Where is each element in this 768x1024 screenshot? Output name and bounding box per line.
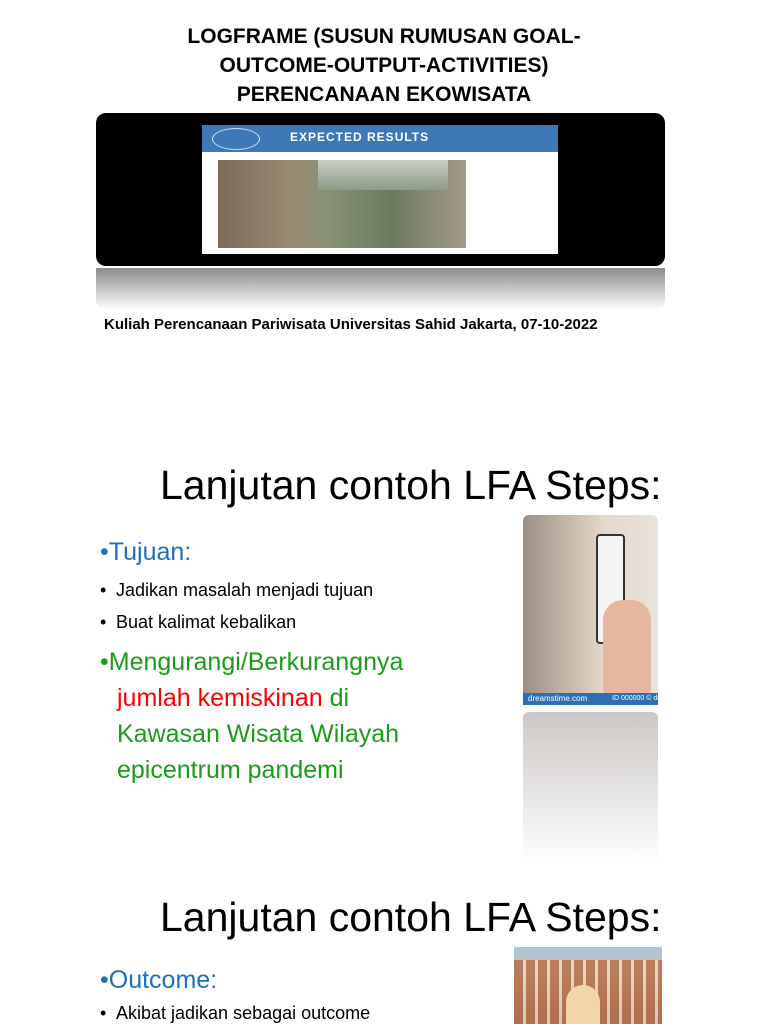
slide1-title-line2: OUTCOME-OUTPUT-ACTIVITIES) <box>219 54 549 77</box>
highlight-part1: Mengurangi/Berkurangnya <box>108 648 404 676</box>
slide2-item-1-text: Jadikan masalah menjadi tujuan <box>116 580 374 600</box>
organization-logo-icon <box>212 128 260 150</box>
field-photo-landscape <box>318 160 448 190</box>
slide1-title-line1: LOGFRAME (SUSUN RUMUSAN GOAL- <box>187 25 581 48</box>
slide2-title: Lanjutan contoh LFA Steps: <box>160 462 662 508</box>
slide1-footer: Kuliah Perencanaan Pariwisata Universitas Sahid Jakarta, 07-10-2022 <box>104 316 598 333</box>
bullet-icon: • <box>100 966 109 994</box>
slide3-item-1-text: Akibat jadikan sebagai outcome <box>116 1003 371 1023</box>
highlight-part2: di <box>322 684 350 712</box>
slide2-item-2 <box>100 612 296 633</box>
bullet-icon: • <box>100 580 107 600</box>
highlight-line4: epicentrum pandemi <box>117 756 344 784</box>
slide2-heading-text: Tujuan: <box>108 538 192 566</box>
bullet-icon: • <box>100 612 107 632</box>
slide1-banner-reflection <box>96 268 665 310</box>
slide1-title <box>84 22 684 109</box>
slide1-title-line3: PERENCANAAN EKOWISATA <box>236 83 532 106</box>
bullet-icon: • <box>100 1003 107 1023</box>
slide3-heading <box>100 966 217 995</box>
slide2-highlight-statement <box>100 644 500 788</box>
expected-results-header: EXPECTED RESULTS <box>290 130 430 144</box>
slide3-title: Lanjutan contoh LFA Steps: <box>160 894 662 940</box>
photo-caption-right: ID 000000 © dreamstime <box>612 695 690 702</box>
slide2-item-2-text: Buat kalimat kebalikan <box>116 612 297 632</box>
bullet-icon: • <box>100 538 109 566</box>
hand-icon <box>603 600 651 696</box>
smartphone-photo-reflection <box>523 712 658 864</box>
tourist-figure <box>566 985 600 1024</box>
slide3-item-1 <box>100 1003 370 1024</box>
highlight-line3: Kawasan Wisata Wilayah <box>117 720 400 748</box>
slide2-heading <box>100 538 191 567</box>
photo-caption-left: dreamstime.com <box>528 694 588 703</box>
highlight-red-text: jumlah kemiskinan <box>117 684 323 712</box>
slide2-item-1 <box>100 580 373 601</box>
slide3-heading-text: Outcome: <box>108 966 218 994</box>
bullet-icon: • <box>100 648 109 676</box>
